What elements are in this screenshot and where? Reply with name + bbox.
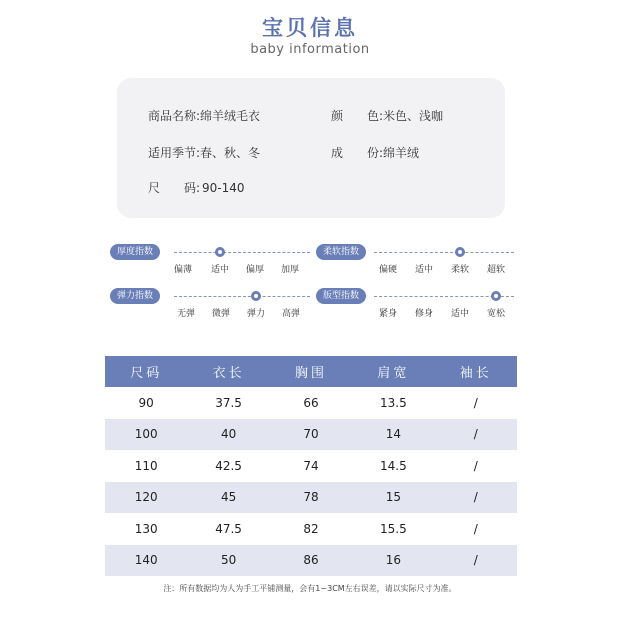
info-size xyxy=(148,179,245,196)
table-cell: / xyxy=(435,419,517,451)
info-product-name xyxy=(148,107,260,124)
measurement-note: 注：所有数据均为人为手工平铺测量，会有1~3CM左右误差，请以实际尺寸为准。 xyxy=(163,584,457,593)
table-cell: 14 xyxy=(352,419,434,451)
info-color xyxy=(331,107,443,124)
index-option: 无弹 xyxy=(176,309,196,319)
table-cell: 40 xyxy=(187,419,269,451)
table-cell: / xyxy=(435,545,517,577)
index-badge: 柔软指数 xyxy=(316,244,366,260)
table-cell: 130 xyxy=(134,521,158,536)
index-option: 紧身 xyxy=(378,309,398,319)
table-cell: 140 xyxy=(105,545,187,577)
index-option: 弹力 xyxy=(246,309,266,319)
table-cell: / xyxy=(473,521,478,536)
index-softness xyxy=(316,244,516,275)
info-season xyxy=(148,144,260,161)
info-value: 90-140 xyxy=(202,181,245,195)
table-cell: 47.5 xyxy=(215,521,242,536)
index-badge: 厚度指数 xyxy=(110,244,160,260)
index-option: 微弹 xyxy=(211,309,231,319)
table-cell: 86 xyxy=(270,545,352,577)
table-cell: 45 xyxy=(187,482,269,514)
table-cell: 90 xyxy=(138,395,154,410)
table-cell: 66 xyxy=(303,395,319,410)
index-scale-line xyxy=(374,252,514,253)
info-label: 颜 色: xyxy=(331,109,384,123)
column-header: 袖长 xyxy=(435,356,517,387)
index-option: 宽松 xyxy=(486,309,506,319)
table-cell: 50 xyxy=(187,545,269,577)
table-cell: 15.5 xyxy=(380,521,407,536)
info-label: 尺 码: xyxy=(148,181,201,195)
table-cell: 37.5 xyxy=(215,395,242,410)
info-label: 成 份: xyxy=(331,146,384,160)
table-cell: 70 xyxy=(270,419,352,451)
table-cell: 78 xyxy=(270,482,352,514)
table-row xyxy=(105,482,517,514)
table-cell: / xyxy=(473,395,478,410)
column-header: 衣长 xyxy=(187,356,269,387)
table-cell: / xyxy=(435,482,517,514)
column-header: 胸围 xyxy=(270,356,352,387)
product-info-card xyxy=(117,78,505,218)
index-scale-line xyxy=(174,252,310,253)
table-cell: 13.5 xyxy=(380,395,407,410)
info-value: 米色、浅咖 xyxy=(383,109,444,123)
index-scale-line xyxy=(174,296,310,297)
table-row xyxy=(105,387,517,419)
info-material xyxy=(331,144,419,161)
index-option: 高弹 xyxy=(281,309,301,319)
table-cell: 14.5 xyxy=(380,458,407,473)
index-option: 适中 xyxy=(450,309,470,319)
page-subtitle: baby information xyxy=(250,42,370,57)
page-title: 宝贝信息 xyxy=(262,16,358,40)
info-label: 商品名称: xyxy=(148,109,201,123)
index-option: 偏薄 xyxy=(173,265,193,275)
table-cell: 16 xyxy=(352,545,434,577)
table-cell: / xyxy=(473,458,478,473)
table-row xyxy=(105,513,517,545)
table-cell: 100 xyxy=(105,419,187,451)
index-fit xyxy=(316,288,516,319)
index-option: 适中 xyxy=(414,265,434,275)
index-elasticity xyxy=(110,288,310,319)
info-label: 适用季节: xyxy=(148,146,201,160)
index-badge: 版型指数 xyxy=(316,288,366,304)
index-option: 加厚 xyxy=(280,265,300,275)
index-option: 适中 xyxy=(210,265,230,275)
column-header: 尺码 xyxy=(105,356,187,387)
index-option: 偏厚 xyxy=(245,265,265,275)
table-cell: 82 xyxy=(303,521,319,536)
index-thickness xyxy=(110,244,310,275)
index-marker-icon xyxy=(490,290,502,302)
table-cell: 120 xyxy=(105,482,187,514)
info-value: 绵羊绒毛衣 xyxy=(200,109,261,123)
table-cell: 42.5 xyxy=(215,458,242,473)
index-option: 偏硬 xyxy=(378,265,398,275)
table-row xyxy=(105,450,517,482)
table-row xyxy=(105,419,517,451)
info-value: 春、秋、冬 xyxy=(200,146,261,160)
index-option: 柔软 xyxy=(450,265,470,275)
info-value: 绵羊绒 xyxy=(383,146,420,160)
table-row xyxy=(105,545,517,577)
index-marker-icon xyxy=(454,246,466,258)
table-header-row xyxy=(105,356,517,387)
index-option: 超软 xyxy=(486,265,506,275)
size-table xyxy=(105,356,517,576)
table-cell: 15 xyxy=(352,482,434,514)
index-option: 修身 xyxy=(414,309,434,319)
index-badge: 弹力指数 xyxy=(110,288,160,304)
index-marker-icon xyxy=(250,290,262,302)
table-cell: 74 xyxy=(303,458,319,473)
index-marker-icon xyxy=(214,246,226,258)
column-header: 肩宽 xyxy=(352,356,434,387)
table-cell: 110 xyxy=(134,458,158,473)
